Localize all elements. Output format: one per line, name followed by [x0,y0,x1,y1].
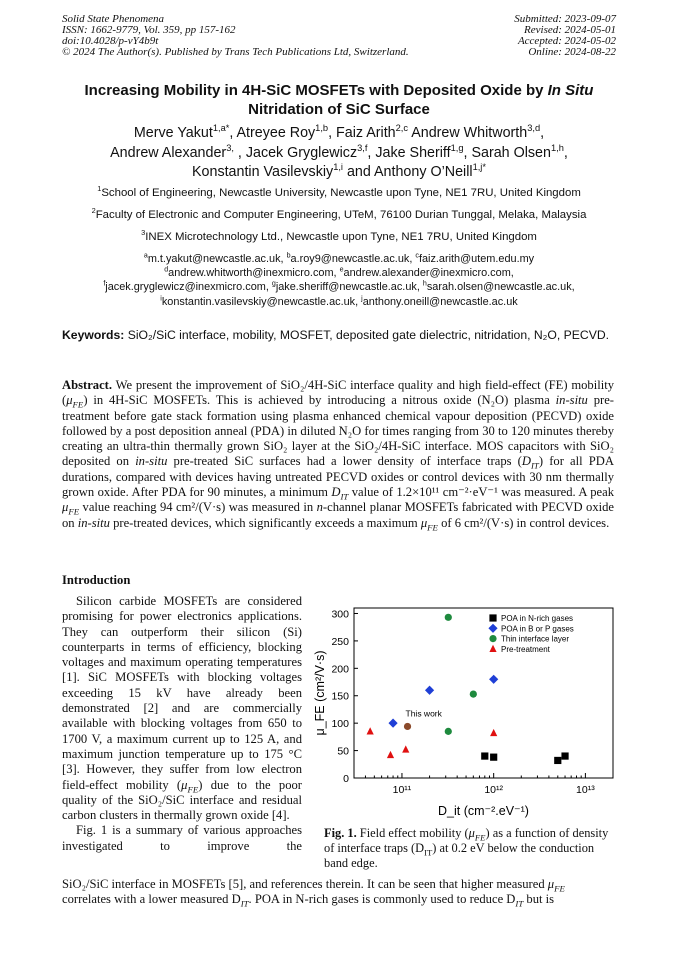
online-date: Online: 2024-08-22 [528,46,616,58]
legend-label: POA in N-rich gases [501,614,574,623]
section-heading-introduction: Introduction [62,573,131,587]
legend-label: Thin interface layer [501,634,570,644]
x-tick-label: 10¹³ [576,784,595,796]
data-point [554,757,561,764]
affiliation: $^2$Faculty of Electronic and Computer Engineering, UTeM, 76100 Durian Tunggal, Melaka, Malaysia [91,206,587,221]
y-axis-label: μ_FE (cm²/V·s) [313,650,327,736]
data-point [402,745,409,752]
data-point [490,754,497,761]
submitted-date: Submitted: 2023-09-07 [514,13,616,25]
affiliation: $^3$INEX Microtechnology Ltd., Newcastle upon Tyne, NE1 7RU, United Kingdom [141,228,537,243]
y-tick-label: 250 [331,635,349,648]
author: Jacek Gryglewicz$^{3,f}$ [245,142,368,161]
legend-marker [488,624,497,633]
affiliation: $^1$School of Engineering, Newcastle University, Newcastle upon Tyne, NE1 7RU, United Kingdom [97,184,581,199]
author: Konstantin Vasilevskiy$^{1,i}$ [192,162,343,180]
legend-marker [489,635,496,642]
x-tick-label: 10¹¹ [392,784,412,796]
author: Anthony O’Neill$^{1,j*}$ [374,162,486,180]
author-list: Merve Yakut$^{1,a*}$, Atreyee Roy$^{1,b}$, Faiz Arith$^{2,c}$ Andrew Whitworth$^{3,d}$, Andrew Alexander$^{3,}$ , Jacek Gryglewicz$^{3,f}$, Jake Sheriff$^{1,g}$, Sarah Olsen$^{1,h}$, Konstantin Vasilevskiy$^{1,i}$ and Anthony O’Neill$^{1,j*}$ [110,123,568,180]
legend-label: POA in B or P gases [501,624,574,634]
y-tick-label: 100 [331,718,349,731]
author: Atreyee Roy$^{1,b}$ [236,123,329,141]
data-point [470,690,477,697]
issn-line: ISSN: 1662-9779, Vol. 359, pp 157-162 [62,24,236,36]
journal-header-left [62,14,409,58]
journal-name: Solid State Phenomena [62,13,165,25]
y-tick-label: 50 [337,745,349,758]
data-point [489,675,498,684]
x-tick-label: 10¹² [484,784,504,796]
legend-label: Pre-treatment [501,644,550,654]
doi-line: doi:10.4028/p-vY4b9t [62,35,159,47]
email-line: $^f$jacek.gryglewicz@inexmicro.com, $^g$jake.sheriff@newcastle.ac.uk, $^h$sarah.olsen@newcastle.ac.uk, [103,279,575,294]
data-point [388,719,397,728]
author: Andrew Whitworth$^{3,d}$ [411,123,541,141]
author: Sarah Olsen$^{1,h}$ [471,142,564,161]
author: Andrew Alexander$^{3,}$ [110,142,234,161]
author: Jake Sheriff$^{1,g}$ [375,142,464,161]
data-point [561,752,568,759]
paragraph: Fig. 1 is a summary of various approaches investigated to improve the [62,823,302,853]
data-point [445,614,452,621]
email-list [20,252,658,309]
keywords: Keywords: SiO₂/SiC interface, mobility, MOSFET, deposited gate dielectric, nitridation, N₂O, PECVD. [62,328,610,342]
email-line: $^i$konstantin.vasilevskiy@newcastle.ac.uk, $^j$anthony.oneill@newcastle.ac.uk [160,293,518,308]
y-tick-label: 200 [331,663,349,676]
data-point [387,751,394,758]
paragraph: Silicon carbide MOSFETs are considered promising for power electronics applications. They can outperform their silicon (Si) counterparts in terms of efficiency, blocking voltages and maximum operating temperatures [1]. SiC MOSFETs with blocking voltages exceeding 15 kV have already been demonstrated [2] and are commercially available with blocking voltages from 650 to 1700 V, a maximum current up to 125 A, and maximum junction temperature up to 175 °C [3]. However, they suffer from low electron field-effect mobility $(\mu_{FE})$ due to the poor quality of the SiO₂/SiC interface and residual carbon clusters in thermally grown oxide [4]. [62,594,302,823]
data-point [425,686,434,695]
legend-marker [489,614,496,621]
data-point [404,723,411,730]
y-tick-label: 0 [343,773,349,785]
email-line: $^d$andrew.whitworth@inexmicro.com, $^e$andrew.alexander@inexmicro.com, [164,265,514,280]
journal-header-right [514,14,616,58]
y-tick-label: 300 [331,608,349,621]
paper-title: Increasing Mobility in 4H-SiC MOSFETs with Deposited Oxide by In Situ Nitridation of SiC Surface [84,82,594,118]
author: Merve Yakut$^{1,a*}$ [133,123,230,141]
data-point [490,729,497,736]
email-line: $^a$m.t.yakut@newcastle.ac.uk, $^b$a.roy9@newcastle.ac.uk, $^c$faiz.arith@utem.edu.my [143,251,535,265]
figure-1-scatter-chart [308,600,628,822]
introduction-column [62,594,302,854]
revised-date: Revised: 2024-05-01 [524,24,616,36]
annotation-this-work: This work [405,708,442,719]
accepted-date: Accepted: 2024-05-02 [517,35,616,47]
data-point [481,752,488,759]
figure-caption: Fig. 1. Field effect mobility $(\mu_{FE})$ as a function of density of interface traps $(D_{IT})$ at 0.2 eV below the conduction band edge. [324,826,609,870]
data-point [445,728,452,735]
data-point [367,727,374,734]
introduction-continued: SiO₂/SiC interface in MOSFETs [5], and references therein. It can be seen that higher measured $\mu_{FE}$ correlates with a lower measured $D_{IT}$. POA in N-rich gases is commonly used to reduce $D_{IT}$ but is [62,877,565,909]
author: Faiz Arith$^{2,c}$ [336,123,409,141]
legend-marker [489,645,496,652]
x-axis-label: D_it (cm⁻².eV⁻¹) [438,804,529,818]
abstract: Abstract. We present the improvement of SiO₂/4H-SiC interface quality and high field-effect (FE) mobility $(\mu_{FE})$ in 4H-SiC MOSFETs. This is achieved by introducing a nitrous oxide (N₂O) plasma in-situ pre-treatment before gate stack formation using plasma enhanced chemical vapour deposition (PECVD) oxide followed by a post deposition anneal (PDA) in diluted N₂O for times ranging from 30 to 120 minutes thereby creating an ultra-thin thermally grown SiO₂ layer at the SiO₂/4H-SiC interface. MOS capacitors with SiO₂ deposited on in-situ pre-treated SiC surfaces had a lower density of interface traps $(D_{IT})$ for all PDA durations, compared with devices having untreated PECVD oxides or control devices with 30 nm thermally grown oxide. After PDA for 90 minutes, a minimum $D_{IT}$ value of 1.2×10¹¹ cm⁻²·eV⁻¹ was measured. A peak $\mu_{FE}$ value reaching 94 cm²/(V·s) was measured in n-channel planar MOSFETs fabricated with PECVD oxide on in-situ pre-treated devices, which significantly exceeds a maximum $\mu_{FE}$ of 6 cm²/(V·s) in control devices. [62,378,615,533]
copyright-line: © 2024 The Author(s). Published by Trans Tech Publications Ltd, Switzerland. [62,46,409,58]
y-tick-label: 150 [331,690,349,703]
